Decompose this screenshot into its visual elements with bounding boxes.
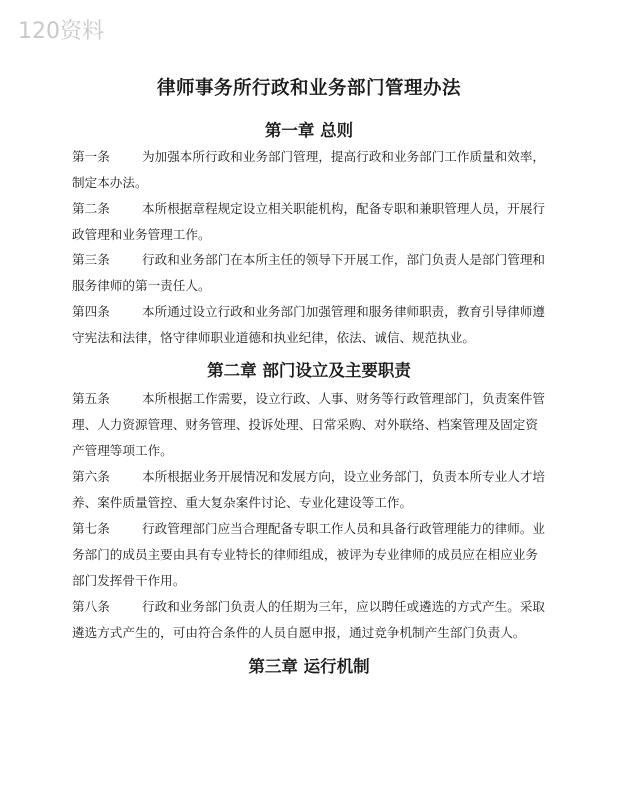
article-8: [72, 594, 550, 646]
article-text: 行政和业务部门负责人的任期为三年，应以聘任或遴选的方式产生。采取遴选方式产生的，可由符合条件的人员自愿申报，通过竞争机制产生部门负责人。: [72, 599, 545, 640]
article-number: 第二条: [72, 201, 110, 216]
article-1: [72, 144, 550, 196]
article-5: [72, 386, 550, 464]
article-6: [72, 464, 550, 516]
article-text: 本所根据工作需要，设立行政、人事、财务等行政管理部门，负责案件管理、人力资源管理、财务管理、投诉处理、日常采购、对外联络、档案管理及固定资产管理等项工作。: [72, 391, 545, 458]
article-7: [72, 516, 550, 594]
article-text: 行政和业务部门在本所主任的领导下开展工作，部门负责人是部门管理和服务律师的第一责任人。: [72, 252, 545, 293]
chapter-heading-3: 第三章 运行机制: [248, 657, 370, 676]
article-4: [72, 299, 550, 351]
article-text: 行政管理部门应当合理配备专职工作人员和具备行政管理能力的律师。业务部门的成员主要由具有专业特长的律师组成，被评为专业律师的成员应在相应业务部门发挥骨干作用。: [72, 521, 545, 588]
article-number: 第三条: [72, 252, 110, 267]
article-text: 本所根据业务开展情况和发展方向，设立业务部门，负责本所专业人才培养、案件质量管控、重大复杂案件讨论、专业化建设等工作。: [72, 469, 545, 510]
article-text: 本所通过设立行政和业务部门加强管理和服务律师职责，教育引导律师遵守宪法和法律，恪守律师职业道德和执业纪律，依法、诚信、规范执业。: [72, 304, 545, 345]
watermark: 120资料: [18, 19, 104, 44]
article-number: 第一条: [72, 149, 110, 164]
article-text: 为加强本所行政和业务部门管理，提高行政和业务部门工作质量和效率，制定本办法。: [72, 149, 545, 190]
article-number: 第四条: [72, 304, 110, 319]
article-number: 第八条: [72, 599, 110, 614]
chapter-heading-1: 第一章 总则: [264, 121, 354, 140]
article-number: 第七条: [72, 521, 110, 536]
document-title: 律师事务所行政和业务部门管理办法: [156, 78, 461, 99]
article-number: 第六条: [72, 469, 110, 484]
article-text: 本所根据章程规定设立相关职能机构，配备专职和兼职管理人员，开展行政管理和业务管理工作。: [72, 201, 545, 242]
chapter-heading-2: 第二章 部门设立及主要职责: [207, 361, 411, 380]
article-3: [72, 247, 550, 299]
article-2: [72, 196, 550, 248]
article-number: 第五条: [72, 391, 110, 406]
